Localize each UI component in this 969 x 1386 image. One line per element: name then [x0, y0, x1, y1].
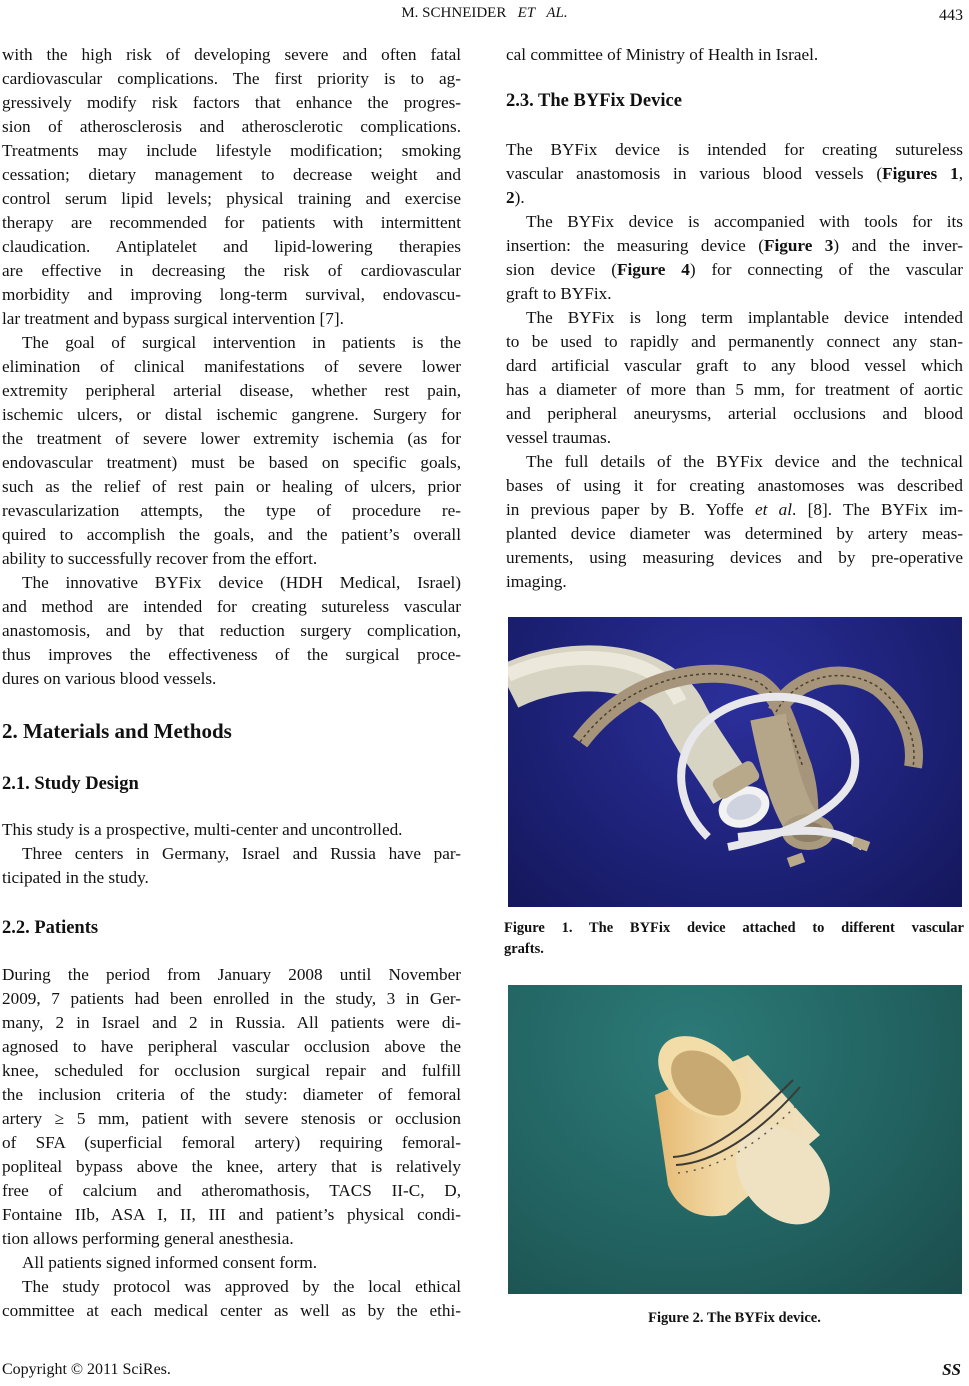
text-line: Three centers in Germany, Israel and Russia have par- — [22, 844, 461, 863]
text-line: The innovative BYFix device (HDH Medical, Israel) — [22, 573, 461, 592]
text-line: knee, scheduled for occlusion surgical repair and fulfill — [2, 1061, 461, 1080]
text-line: lar treatment and bypass surgical intervention [7]. — [2, 309, 344, 328]
text-line: All patients signed informed consent form. — [22, 1253, 317, 1272]
subsection-heading: 2.1. Study Design — [2, 774, 139, 794]
text-line: free of calcium and atheromathosis, TACS II-C, D, — [2, 1181, 461, 1200]
text-line: 2009, 7 patients had been enrolled in the study, 3 in Ger- — [2, 989, 461, 1008]
text-line: of SFA (superficial femoral artery) requiring femoral- — [2, 1133, 461, 1152]
text-span: in previous paper by B. Yoffe — [506, 500, 755, 519]
text-line — [506, 186, 963, 210]
text-line: committee at each medical center as well as by the ethi- — [2, 1301, 461, 1320]
header-et: ET — [517, 5, 536, 21]
figure-reference[interactable]: Figure 3 — [763, 236, 834, 255]
text-line: dures on various blood vessels. — [2, 669, 217, 688]
text-line: urements, using measuring devices and by pre-operative — [506, 548, 963, 567]
text-line: claudication. Antiplatelet and lipid-lowering therapies — [2, 237, 461, 256]
text-line: quired to accomplish the goals, and the patient’s overall — [2, 525, 461, 544]
text-line: and peripheral aneurysms, arterial occlusions and blood — [506, 404, 963, 423]
figure-2-caption: Figure 2. The BYFix device. — [648, 1310, 821, 1326]
text-line: The BYFix is long term implantable device intended — [526, 308, 963, 327]
text-line: Fontaine IIb, ASA I, II, III and patient’s physical condi- — [2, 1205, 461, 1224]
text-line: During the period from January 2008 until November — [2, 965, 461, 984]
text-line: revascularization attempts, the type of procedure re- — [2, 501, 461, 520]
byfix-device-photo — [508, 985, 962, 1294]
text-line: dard artificial vascular graft to any blood vessel which — [506, 356, 963, 375]
running-header — [0, 5, 969, 22]
text-line: planted device diameter was determined by artery meas- — [506, 524, 963, 543]
text-line: tion allows performing general anesthesia. — [2, 1229, 294, 1248]
text-span: insertion: the measuring device ( — [506, 236, 764, 255]
text-line: the inclusion criteria of the study: diameter of femoral — [2, 1085, 461, 1104]
text-line: ability to successfully recover from the effort. — [2, 549, 318, 568]
text-span: ). — [514, 188, 525, 207]
text-line: cardiovascular complications. The first priority is to ag- — [2, 69, 461, 88]
text-line: The study protocol was approved by the local ethical — [22, 1277, 461, 1296]
text-line: control serum lipid levels; physical training and exercise — [2, 189, 461, 208]
text-line: endovascular treatment) must be based on specific goals, — [2, 453, 461, 472]
text-span: , — [958, 164, 963, 183]
text-line: The BYFix device is intended for creating sutureless — [506, 140, 963, 159]
text-line: The BYFix device is accompanied with tools for its — [526, 212, 963, 231]
text-line: such as the relief of rest pain or healing of ulcers, prior — [2, 477, 461, 496]
figure-1-caption: Figure 1. The BYFix device attached to different vascular — [504, 920, 964, 936]
text-line: graft to BYFix. — [506, 284, 612, 303]
text-line — [506, 258, 963, 282]
text-line: The goal of surgical intervention in patients is the — [22, 333, 461, 352]
figure-1-image — [508, 617, 962, 907]
text-line: cessation; dietary management to decrease weight and — [2, 165, 461, 184]
text-span: sion device ( — [506, 260, 617, 279]
header-author: M. SCHNEIDER — [401, 5, 507, 21]
text-line: thus improves the effectiveness of the surgical proce- — [2, 645, 461, 664]
text-line: are effective in decreasing the risk of cardiovascular — [2, 261, 461, 280]
text-line: ticipated in the study. — [2, 868, 149, 887]
text-line: extremity peripheral arterial disease, whether rest pain, — [2, 381, 461, 400]
header-al: AL. — [546, 5, 568, 21]
subsection-heading: 2.2. Patients — [2, 918, 99, 938]
text-line: to be used to rapidly and permanently connect any stan- — [506, 332, 963, 351]
text-line: with the high risk of developing severe and often fatal — [2, 45, 461, 64]
text-line: This study is a prospective, multi-center and uncontrolled. — [2, 820, 403, 839]
text-line: the treatment of severe lower extremity ischemia (as for — [2, 429, 461, 448]
text-line: The full details of the BYFix device and the technical — [526, 452, 963, 471]
text-line: Treatments may include lifestyle modification; smoking — [2, 141, 461, 160]
figure-2-image — [508, 985, 962, 1294]
text-span: ) for connecting of the vascular — [689, 260, 964, 279]
text-line: anastomosis, and by that reduction surgery complication, — [2, 621, 461, 640]
text-line: many, 2 in Israel and 2 in Russia. All patients were di- — [2, 1013, 461, 1032]
text-line — [506, 498, 963, 522]
text-line: has a diameter of more than 5 mm, for treatment of aortic — [506, 380, 963, 399]
section-heading: 2. Materials and Methods — [2, 719, 232, 743]
subsection-heading: 2.3. The BYFix Device — [506, 91, 682, 111]
text-span: vascular anastomosis in various blood vessels ( — [506, 164, 883, 183]
text-line: cal committee of Ministry of Health in Israel. — [506, 45, 819, 64]
text-line — [506, 234, 963, 258]
text-line: agnosed to have peripheral vascular occlusion above the — [2, 1037, 461, 1056]
text-span: ) and the inver- — [833, 236, 964, 255]
text-line: popliteal bypass above the knee, artery that is relatively — [2, 1157, 461, 1176]
figure-reference[interactable]: Figures 1 — [882, 164, 959, 183]
text-line: ischemic ulcers, or distal ischemic gangrene. Surgery for — [2, 405, 461, 424]
journal-abbreviation: SS — [942, 1360, 961, 1379]
vascular-grafts-photo — [508, 617, 962, 907]
text-span-italic: et al — [754, 500, 793, 519]
text-line: therapy are recommended for patients with intermittent — [2, 213, 461, 232]
text-span: . [8]. The BYFix im- — [792, 500, 964, 519]
text-line: imaging. — [506, 572, 567, 591]
text-line: morbidity and improving long-term survival, endovascu- — [2, 285, 461, 304]
copyright-notice: Copyright © 2011 SciRes. — [2, 1361, 171, 1378]
text-line: bases of using it for creating anastomoses was described — [506, 476, 963, 495]
text-line: elimination of clinical manifestations of severe lower — [2, 357, 461, 376]
text-line: sion of atherosclerosis and atherosclerotic complications. — [2, 117, 461, 136]
text-line: artery ≥ 5 mm, patient with severe stenosis or occlusion — [2, 1109, 461, 1128]
figure-1-caption-cont: grafts. — [504, 941, 544, 957]
figure-reference[interactable]: 2 — [506, 188, 515, 207]
page-number: 443 — [939, 7, 963, 24]
figure-reference[interactable]: Figure 4 — [617, 260, 690, 279]
text-line: vessel traumas. — [506, 428, 612, 447]
text-line — [506, 162, 963, 186]
text-line: and method are intended for creating sutureless vascular — [2, 597, 461, 616]
text-line: gressively modify risk factors that enhance the progres- — [2, 93, 461, 112]
